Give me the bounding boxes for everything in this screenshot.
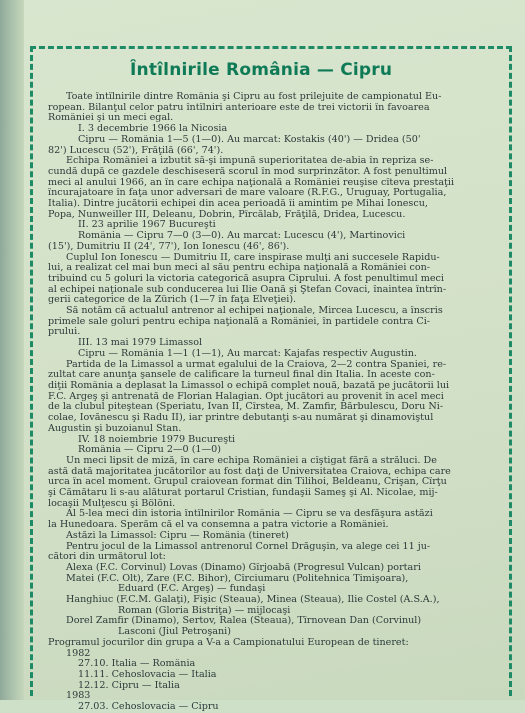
text-line: Hanghiuc (F.C.M. Galaţi), Fişic (Steaua), Minea (Steaua), Ilie Costel (A.S.A.), bbox=[66, 595, 440, 606]
text-line: al echipei naţionale sub conducerea lui Ilie Oană şi Ştefan Covaci, înaintea întrîn- bbox=[48, 284, 447, 295]
text-line: II. 23 aprilie 1967 Bucureşti bbox=[78, 220, 216, 231]
text-line: Astăzi la Limassol: Cipru — România (tineret) bbox=[66, 530, 289, 541]
page-border-top bbox=[30, 46, 512, 49]
text-line: 1983 bbox=[66, 691, 91, 702]
text-line: cători din următorul lot: bbox=[48, 552, 166, 563]
text-line: zultat care anunţa şansele de calificare la turneul final din Italia. În aceste con- bbox=[48, 370, 435, 381]
text-line: diţii România a deplasat la Limassol o echipă complet nouă, bazată pe jucătorii lui bbox=[48, 380, 450, 391]
text-line: cundă după ce gazdele deschiseseră scorul în mod surprinzător. A fost penultimul bbox=[48, 166, 448, 177]
text-line: şi Cămătaru li s-au alăturat portarul Cristian, fundaşii Sameş şi Al. Nicolae, mij- bbox=[48, 488, 438, 499]
text-line: ropean. Bilanţul celor patru întîlniri anterioare este de trei victorii în favoarea bbox=[48, 102, 430, 113]
text-line: meci al anului 1966, an în care echipa naţională a României reuşise cîteva prestaţii bbox=[48, 177, 455, 188]
text-line: Să notăm că actualul antrenor al echipei naţionale, Mircea Lucescu, a înscris bbox=[66, 306, 443, 317]
text-line: Roman (Gloria Bistriţa) — mijlocaşi bbox=[118, 605, 291, 616]
page-border-right bbox=[509, 46, 512, 696]
text-line: Pentru jocul de la Limassol antrenorul Cornel Drăguşin, va alege cei 11 ju- bbox=[66, 541, 431, 552]
text-line: Al 5-lea meci din istoria întîlnirilor România — Cipru se va desfăşura astăzi bbox=[66, 509, 433, 520]
text-line: 27.10. Italia — România bbox=[78, 659, 196, 670]
text-line: gerii categorice de la Zürich (1—7 în faţa Elveţiei). bbox=[48, 295, 297, 306]
text-line: prului. bbox=[48, 327, 81, 338]
text-line: Lasconi (Jiul Petroşani) bbox=[118, 627, 231, 638]
text-line: de la clubul piteştean (Speriatu, Ivan II, Cîrstea, M. Zamfir, Bărbulescu, Doru Ni- bbox=[48, 402, 444, 413]
text-line: România — Cipru 2—0 (1—0) bbox=[78, 445, 221, 456]
text-line: III. 13 mai 1979 Limassol bbox=[78, 338, 203, 349]
text-line: Cipru — România 1—1 (1—1), Au marcat: Kajafas respectiv Augustin. bbox=[78, 348, 417, 359]
text-line: Matei (F.C. Olt), Zare (F.C. Bihor), Cîrciumaru (Politehnica Timişoara), bbox=[66, 573, 409, 584]
text-line: Cuplul Ion Ionescu — Dumitriu II, care inspirase mulţi ani succesele Rapidu- bbox=[66, 252, 440, 263]
text-line: 82') Lucescu (52'), Frăţilă (66', 74'). bbox=[48, 145, 224, 156]
text-line: la Hunedoara. Sperăm că el va consemna a patra victorie a României. bbox=[48, 520, 389, 531]
text-line: tribuind cu 5 goluri la victoria categorică asupra Ciprului. A fost penultimul meci bbox=[48, 273, 444, 284]
text-line: 1982 bbox=[66, 648, 91, 659]
book-gutter bbox=[0, 0, 26, 700]
text-line: încurajatoare în faţa unor adversari de mare valoare (R.F.G., Uruguay, Portugalia, bbox=[48, 188, 447, 199]
article-body bbox=[48, 92, 498, 713]
text-line: (15'), Dumitriu II (24', 77'), Ion Ionescu (46', 86'). bbox=[48, 241, 290, 252]
text-line: IV. 18 noiembrie 1979 Bucureşti bbox=[78, 434, 236, 445]
text-line: Echipa României a izbutit să-şi impună superioritatea de-abia în repriza se- bbox=[66, 156, 434, 167]
text-line: Alexa (F.C. Corvinul) Lovas (Dinamo) Gîrjoabă (Progresul Vulcan) portari bbox=[66, 562, 421, 573]
text-line: colae, Iovănescu şi Radu II), iar printre debutanţi s-au numărat şi dinamoviştul bbox=[48, 413, 434, 424]
text-line: Italia). Dintre jucătorii echipei din acea perioadă îi amintim pe Mihai Ionescu, bbox=[48, 199, 428, 210]
text-line: Programul jocurilor din grupa a V-a a Campionatului European de tineret: bbox=[48, 637, 409, 648]
text-line: Dorel Zamfir (Dinamo), Sertov, Ralea (Steaua), Tîrnovean Dan (Corvinul) bbox=[66, 616, 422, 627]
page-title: Întîlnirile România — Cipru bbox=[130, 60, 393, 80]
text-line: F.C. Argeş şi antrenată de Florian Halagian. Opt jucători au provenit în acel meci bbox=[48, 391, 444, 402]
text-line: Popa, Nunweiller III, Deleanu, Dobrin, Pîrcălab, Frăţilă, Dridea, Lucescu. bbox=[48, 209, 406, 220]
text-line: I. 3 decembrie 1966 la Nicosia bbox=[78, 124, 228, 135]
text-line: lui, a realizat cel mai bun meci al său pentru echipa naţională a României con- bbox=[48, 263, 431, 274]
text-line: Toate întîlnirile dintre România şi Cipru au fost prilejuite de campionatul Eu- bbox=[66, 92, 442, 102]
text-line: Eduard (F.C. Argeş) — fundaşi bbox=[118, 584, 266, 595]
text-line: urca în acel moment. Grupul craiovean format din Tilihoi, Beldeanu, Crişan, Cîrţu bbox=[48, 477, 447, 488]
text-line: Augustin şi buzoianul Stan. bbox=[48, 423, 182, 434]
text-line: 27.03. Cehoslovacia — Cipru bbox=[78, 702, 219, 713]
text-line: Partida de la Limassol a urmat egalului de la Craiova, 2—2 contra Spaniei, re- bbox=[66, 359, 447, 370]
text-line: România — Cipru 7—0 (3—0). Au marcat: Lucescu (4'), Martinovici bbox=[78, 231, 406, 242]
text-line: astă dată majoritatea jucătorilor au fost daţi de Universitatea Craiova, echipa care bbox=[48, 466, 451, 477]
text-line: Un meci lipsit de miză, în care echipa României a cîştigat fără a străluci. De bbox=[66, 455, 437, 466]
page-border-left bbox=[30, 46, 33, 696]
text-line: Cipru — România 1—5 (1—0). Au marcat: Kostakis (40') — Dridea (50' bbox=[78, 134, 421, 145]
text-line: 11.11. Cehoslovacia — Italia bbox=[78, 669, 217, 680]
text-line: locaşii Mulţescu şi Bölöni. bbox=[48, 498, 176, 509]
text-line: primele sale goluri pentru echipa naţională a României, în partidele contra Ci- bbox=[48, 316, 431, 327]
text-line: 12.12. Cipru — Italia bbox=[78, 680, 180, 691]
text-line: României şi un meci egal. bbox=[48, 113, 174, 124]
